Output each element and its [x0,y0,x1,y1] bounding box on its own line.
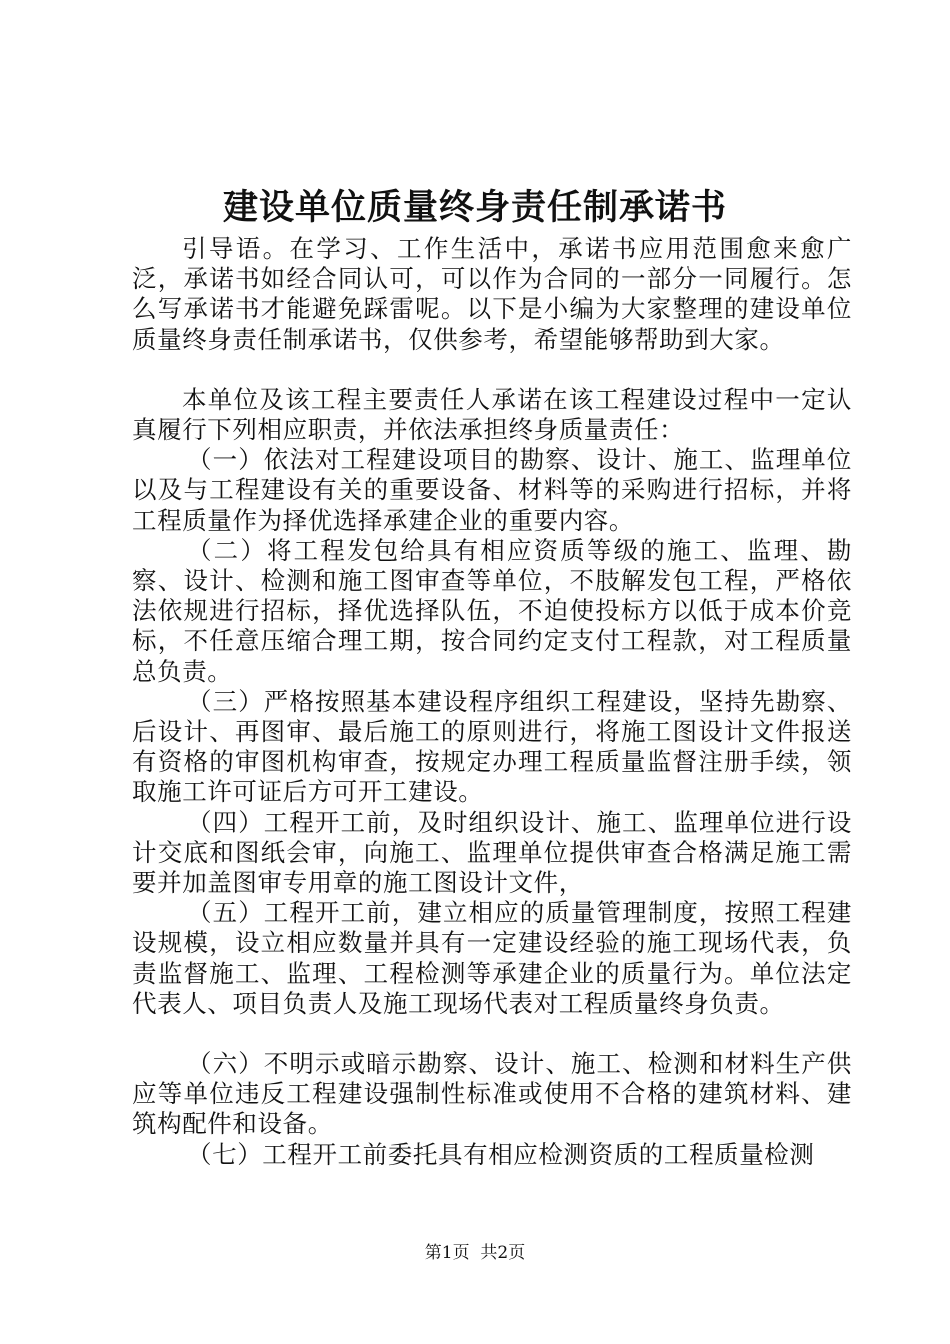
document-title: 建设单位质量终身责任制承诺书 [222,187,727,228]
clause-7: （七）工程开工前委托具有相应检测资质的工程质量检测 [187,1139,815,1169]
clause-2: （二）将工程发包给具有相应资质等级的施工、监理、勘察、设计、检测和施工图审查等单位，不肢解发包工程，严格依法依规进行招标，择优选择队伍，不迫使投标方以低于成本价竞标，不任意压缩合理工期，按合同约定支付工程款，对工程质量总负责。 [132,535,852,686]
page-total: 共2页 [480,1243,526,1263]
clause-6: （六）不明示或暗示勘察、设计、施工、检测和材料生产供应等单位违反工程建设强制性标准或使用不合格的建筑材料、建筑构配件和设备。 [132,1049,852,1139]
clause-3: （三）严格按照基本建设程序组织工程建设，坚持先勘察、后设计、再图审、最后施工的原则进行，将施工图设计文件报送有资格的审图机构审查，按规定办理工程质量监督注册手续，领取施工许可证后方可开工建设。 [132,686,852,807]
page-number: 第1页 [424,1243,470,1263]
intro-paragraph: 引导语。在学习、工作生活中，承诺书应用范围愈来愈广泛，承诺书如经合同认可，可以作为合同的一部分一同履行。怎么写承诺书才能避免踩雷呢。以下是小编为大家整理的建设单位质量终身责任制承诺书，仅供参考，希望能够帮助到大家。 [132,234,852,354]
clause-1: （一）依法对工程建设项目的勘察、设计、施工、监理单位以及与工程建设有关的重要设备、材料等的采购进行招标，并将工程质量作为择优选择承建企业的重要内容。 [132,445,852,535]
page-footer [0,1241,950,1265]
clause-5: （五）工程开工前，建立相应的质量管理制度，按照工程建设规模，设立相应数量并具有一定建设经验的施工现场代表，负责监督施工、监理、工程检测等承建企业的质量行为。单位法定代表人、项目负责人及施工现场代表对工程质量终身负责。 [132,898,852,1018]
document-body [132,234,852,1170]
clause-4: （四）工程开工前，及时组织设计、施工、监理单位进行设计交底和图纸会审，向施工、监理单位提供审查合格满足施工需要并加盖图审专用章的施工图设计文件， [132,807,852,898]
commitment-paragraph: 本单位及该工程主要责任人承诺在该工程建设过程中一定认真履行下列相应职责，并依法承担终身质量责任： [132,384,852,445]
